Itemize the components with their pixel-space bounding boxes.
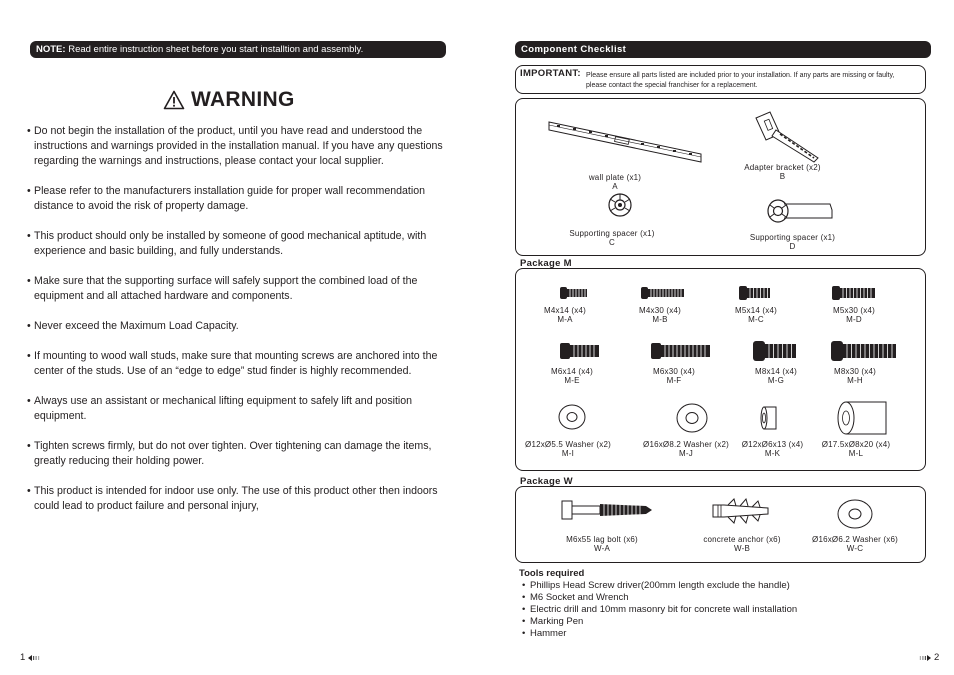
note-label: NOTE: <box>36 44 66 55</box>
bullet-dot: • <box>27 230 31 242</box>
part-name: M8x30 (x4) <box>833 367 876 376</box>
package-m-title: Package M <box>520 258 572 269</box>
page-number-right <box>918 652 939 663</box>
warning-item-3 <box>28 229 453 259</box>
warning-text: This product should only be installed by someone of good mechanical aptitude, with experience and basic building, and fully understands. <box>34 230 427 257</box>
screw-m5x30-illustration <box>831 285 877 301</box>
part-code: M-D <box>846 315 862 324</box>
warning-triangle-icon <box>163 90 185 110</box>
tool-text: Phillips Head Screw driver(200mm length exclude the handle) <box>530 580 790 591</box>
part-name: M8x14 (x4) <box>754 367 797 376</box>
part-code: M-B <box>652 315 668 324</box>
bullet-dot: • <box>27 275 31 287</box>
note-text: Read entire instruction sheet before you start installtion and assembly. <box>68 44 364 55</box>
part-m-j-caption <box>636 440 736 458</box>
checklist-title: Component Checklist <box>521 44 627 55</box>
arrow-right-icon <box>918 654 932 662</box>
part-code: W-C <box>846 544 864 553</box>
screw-m6x14-illustration <box>559 341 601 361</box>
part-name: M5x30 (x4) <box>832 306 875 315</box>
part-name: Supporting spacer (x1) <box>749 233 836 242</box>
part-d-caption <box>745 233 840 251</box>
part-name: Ø16xØ6.2 Washer (x6) <box>812 535 898 544</box>
part-code: D <box>789 242 796 251</box>
screw-m4x30-illustration <box>640 285 686 301</box>
part-m-f-caption <box>634 367 714 385</box>
part-name: concrete anchor (x6) <box>703 535 781 544</box>
warning-item-8 <box>28 439 453 469</box>
part-name: M4x30 (x4) <box>638 306 681 315</box>
tool-item <box>522 604 797 616</box>
note-banner <box>30 41 446 58</box>
warning-item-6 <box>28 349 453 379</box>
part-m-h-caption <box>815 367 895 385</box>
part-m-k-caption <box>730 440 815 458</box>
tool-text: Marking Pen <box>530 616 584 627</box>
part-m-d-caption <box>814 306 894 324</box>
warning-text: Never exceed the Maximum Load Capacity. <box>34 320 239 332</box>
part-w-c-caption <box>805 535 905 553</box>
warning-title: WARNING <box>191 88 295 111</box>
warning-item-4 <box>28 274 453 304</box>
part-m-e-caption <box>532 367 612 385</box>
part-b-caption <box>735 163 830 181</box>
bullet-dot: • <box>522 616 526 627</box>
warning-text: This product is intended for indoor use only. The use of this product other then indoors could lead to product failure and personal injury, <box>34 485 438 512</box>
part-code: M-E <box>564 376 580 385</box>
bullet-dot: • <box>27 350 31 362</box>
part-w-a-caption <box>552 535 652 553</box>
page-number-text: 1 <box>20 652 26 663</box>
screw-m8x30-illustration <box>830 339 898 363</box>
bullet-dot: • <box>27 125 31 137</box>
part-name: M4x14 (x4) <box>543 306 586 315</box>
part-code: M-A <box>557 315 573 324</box>
warning-text: Make sure that the supporting surface will safely support the combined load of the equipment and all attached hardware and components. <box>34 275 418 302</box>
bullet-dot: • <box>522 592 526 603</box>
part-m-c-caption <box>716 306 796 324</box>
tool-item <box>522 592 797 604</box>
part-code: M-F <box>666 376 682 385</box>
warning-text: Always use an assistant or mechanical lifting equipment to safely lift and position equipment. <box>34 395 413 422</box>
important-text: Please ensure all parts listed are included prior to your installation. If any parts are missing or faulty, please contact the special franchiser for a replacement. <box>586 72 895 89</box>
warning-text: Tighten screws firmly, but do not over tighten. Over tightening can damage the items, greatly reducing their holding power. <box>34 440 432 467</box>
part-code: M-J <box>679 449 693 458</box>
concrete-anchor-illustration <box>710 497 772 525</box>
tool-text: Electric drill and 10mm masonry bit for concrete wall installation <box>530 604 798 615</box>
warning-item-9 <box>28 484 453 514</box>
part-name: M6x14 (x4) <box>550 367 593 376</box>
bullet-dot: • <box>27 440 31 452</box>
part-code: M-G <box>767 376 785 385</box>
supporting-spacer-d-illustration <box>764 196 836 226</box>
tool-text: Hammer <box>530 628 567 639</box>
part-code: M-K <box>764 449 781 458</box>
tool-text: M6 Socket and Wrench <box>530 592 629 603</box>
bullet-dot: • <box>27 395 31 407</box>
part-code: M-L <box>848 449 864 458</box>
tool-item <box>522 616 797 628</box>
part-name: Ø12xØ6x13 (x4) <box>741 440 804 449</box>
warning-heading <box>163 88 295 112</box>
warning-list <box>28 124 453 529</box>
part-code: C <box>609 238 615 247</box>
screw-m8x14-illustration <box>752 339 798 363</box>
warning-item-7 <box>28 394 453 424</box>
part-code: M-H <box>847 376 863 385</box>
part-m-l-caption <box>808 440 904 458</box>
washer-w-c-illustration <box>836 498 874 530</box>
part-code: M-I <box>561 449 575 458</box>
arrow-left-icon <box>27 654 41 662</box>
warning-item-1 <box>28 124 453 169</box>
component-checklist-banner <box>515 41 931 58</box>
part-name: M5x14 (x4) <box>734 306 777 315</box>
tool-item <box>522 628 797 640</box>
page-number-left <box>20 652 41 663</box>
part-code: A <box>612 182 618 191</box>
part-m-a-caption <box>525 306 605 324</box>
adapter-bracket-illustration <box>752 108 822 164</box>
part-name: Ø12xØ5.5 Washer (x2) <box>525 440 611 449</box>
warning-text: If mounting to wood wall studs, make sure that mounting screws are anchored into the center of the studs. Use of an “edge to edge” stud finder is highly recommended. <box>34 350 438 377</box>
tools-title: Tools required <box>519 568 585 579</box>
bullet-dot: • <box>27 320 31 332</box>
tools-list <box>522 580 797 640</box>
screw-m6x30-illustration <box>650 341 712 361</box>
supporting-spacer-c-illustration <box>606 192 634 218</box>
part-name: M6x55 lag bolt (x6) <box>566 535 638 544</box>
tool-item <box>522 580 797 592</box>
important-notice <box>515 65 926 94</box>
part-code: M-C <box>748 315 764 324</box>
part-name: Ø16xØ8.2 Washer (x2) <box>643 440 729 449</box>
washer-m-i-illustration <box>557 403 587 431</box>
package-w-title: Package W <box>520 476 573 487</box>
part-m-g-caption <box>736 367 816 385</box>
bullet-dot: • <box>522 628 526 639</box>
spacer-m-l-illustration <box>836 399 892 437</box>
part-m-i-caption <box>518 440 618 458</box>
important-label: IMPORTANT: <box>520 68 581 79</box>
warning-item-2 <box>28 184 453 214</box>
part-name: Adapter bracket (x2) <box>744 163 821 172</box>
warning-text: Please refer to the manufacturers installation guide for proper wall recommendation distance to avoid the risk of property damage. <box>34 185 425 212</box>
bullet-dot: • <box>522 604 526 615</box>
part-code: W-A <box>593 544 610 553</box>
part-name: Supporting spacer (x1) <box>569 229 655 238</box>
part-c-caption <box>567 229 657 247</box>
screw-m5x14-illustration <box>738 285 772 301</box>
wall-plate-illustration <box>545 118 705 168</box>
part-name: M6x30 (x4) <box>652 367 695 376</box>
part-code: B <box>779 172 786 181</box>
spacer-m-k-illustration <box>759 404 781 432</box>
part-m-b-caption <box>620 306 700 324</box>
page-number-text: 2 <box>934 652 940 663</box>
warning-text: Do not begin the installation of the product, until you have read and understood the instructions and warnings provided in the installation manual. If you have any questions regarding the warnings and instructions, please contact your local supplier. <box>34 125 443 167</box>
part-w-b-caption <box>692 535 792 553</box>
bullet-dot: • <box>522 580 526 591</box>
part-name: Ø17.5xØ8x20 (x4) <box>821 440 891 449</box>
bullet-dot: • <box>27 185 31 197</box>
part-name: wall plate (x1) <box>588 173 642 182</box>
part-code: W-B <box>733 544 750 553</box>
bullet-dot: • <box>27 485 31 497</box>
part-a-caption <box>575 173 655 191</box>
lag-bolt-illustration <box>560 498 654 522</box>
warning-item-5 <box>28 319 453 334</box>
screw-m4x14-illustration <box>559 285 589 301</box>
washer-m-j-illustration <box>675 402 709 434</box>
